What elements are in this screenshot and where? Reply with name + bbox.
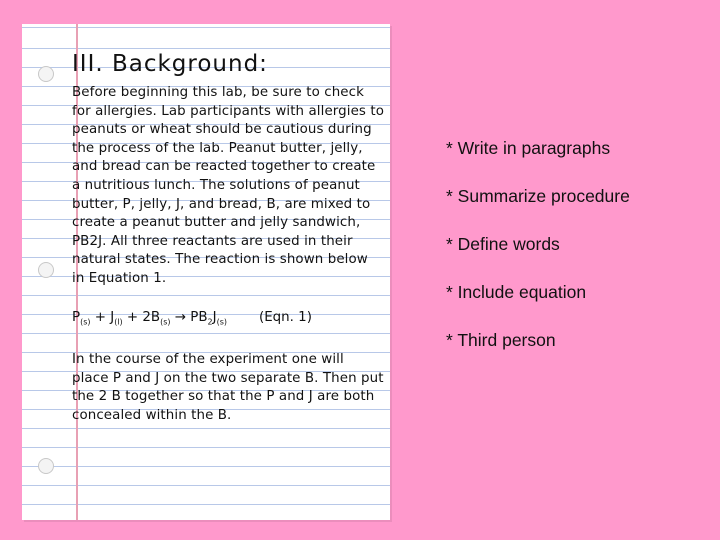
chemical-equation	[72, 309, 384, 332]
binder-hole-icon	[38, 458, 54, 474]
requirement-item: * Define words	[446, 234, 560, 254]
binder-hole-icon	[38, 262, 54, 278]
product: J	[212, 309, 217, 325]
state-label: (s)	[80, 317, 91, 327]
background-paragraph: Before beginning this lab, be sure to check for allergies. Lab participants with allergies to peanuts or wheat should be cautious during the process of the lab. Peanut butter, jelly, and bread can be reacted together to create a nutritious lunch. The solutions of peanut butter, P, jelly, J, and bread, B, are mixed to create a peanut butter and jelly sandwich, PB2J. All three reactants are used in their natural states. The reaction is shown below in Equation 1.	[72, 85, 384, 286]
product-subscript: 2	[207, 317, 213, 327]
background-section	[72, 50, 384, 426]
state-label: (s)	[160, 317, 171, 327]
state-label: (s)	[216, 317, 227, 327]
equation-label: (Eqn. 1)	[259, 309, 312, 325]
reactant-b: 2B	[142, 309, 161, 325]
plus-sign: +	[90, 309, 111, 325]
requirement-item: * Include equation	[446, 282, 587, 302]
requirement-item: * Write in paragraphs	[446, 138, 611, 158]
procedure-paragraph: In the course of the experiment one will place P and J on the two separate B. Then put the 2 B together so that the P and J are both concealed within the B.	[72, 352, 384, 423]
requirement-item: * Summarize procedure	[446, 186, 630, 206]
binder-hole-icon	[38, 66, 54, 82]
requirement-item: * Third person	[446, 330, 556, 350]
plus-sign: +	[122, 309, 143, 325]
arrow-icon: →	[170, 309, 191, 325]
state-label: (l)	[114, 317, 123, 327]
reactant-p: P	[72, 309, 81, 325]
requirements-list	[446, 136, 706, 376]
section-heading: III. Background:	[72, 51, 268, 77]
product: PB	[190, 309, 208, 325]
notebook-paper	[22, 24, 390, 520]
reactant-j: J	[110, 309, 115, 325]
